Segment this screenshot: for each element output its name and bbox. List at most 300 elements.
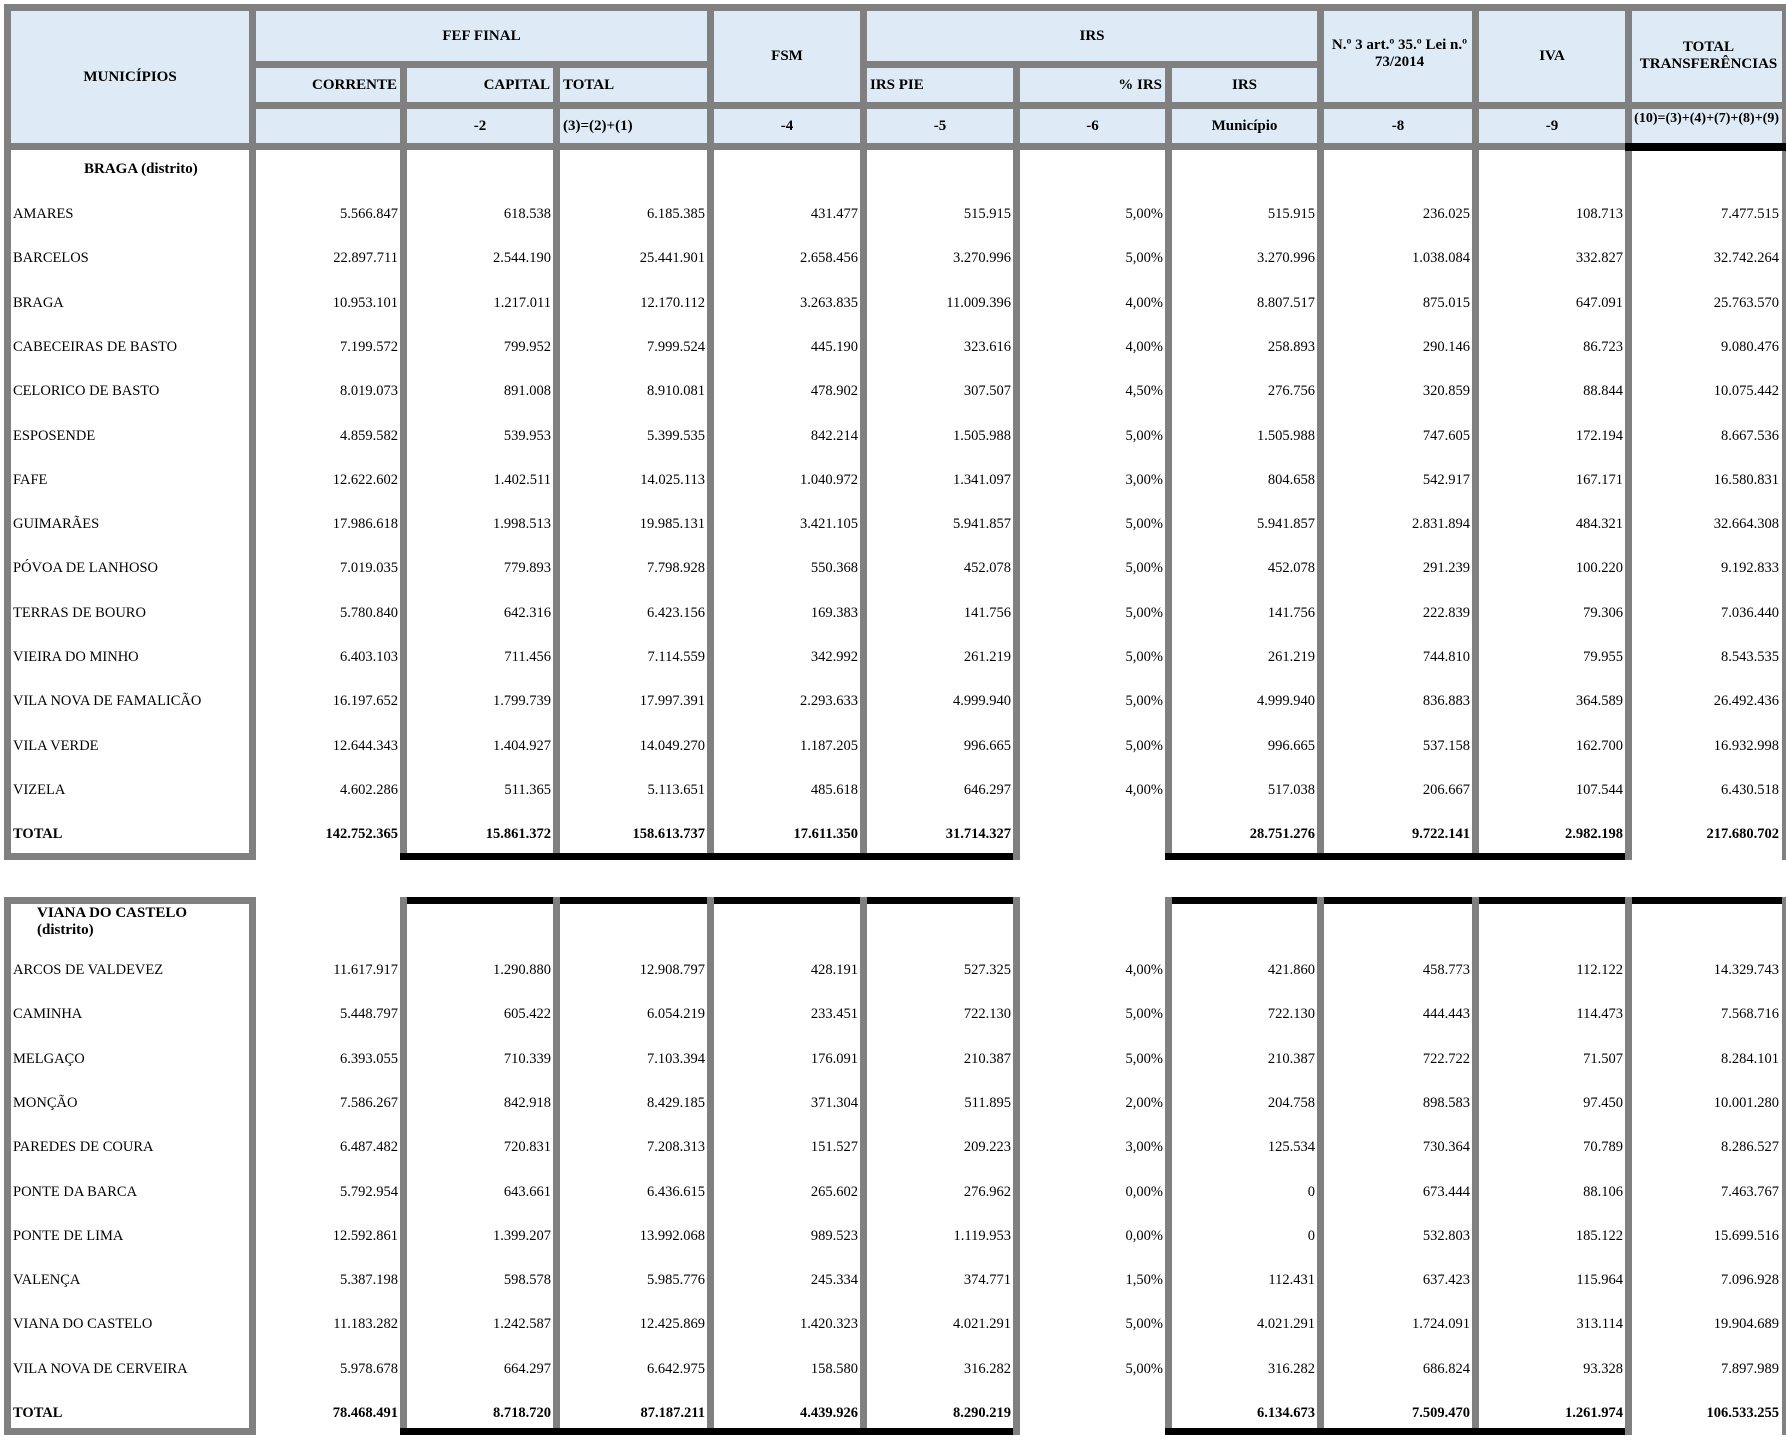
cell-total: 12.908.797 [639, 962, 705, 978]
cell-irs-municipio: 4.999.940 [1257, 693, 1315, 710]
cell-capital: 891.008 [503, 383, 551, 400]
cell-total-transferencias: 106.533.255 [1706, 1405, 1779, 1421]
cell-total-transferencias: 9.080.476 [1721, 338, 1779, 355]
cell-total: 6.185.385 [647, 206, 705, 222]
cell-municipio: FAFE [13, 471, 48, 488]
cell-municipio: TOTAL [13, 1405, 63, 1421]
header-divider [860, 61, 1317, 68]
grid-vline [1472, 4, 1479, 860]
cell-capital: 15.861.372 [485, 826, 551, 843]
cell-iva: 107.544 [1575, 781, 1623, 798]
cell-irs-pie: 515.915 [963, 206, 1011, 222]
cell-iva: 364.589 [1575, 693, 1623, 710]
cell-total: 87.187.211 [640, 1405, 705, 1421]
cell-municipio: VIZELA [13, 781, 66, 798]
cell-total-transferencias: 10.075.442 [1713, 383, 1779, 400]
cell-capital: 1.998.513 [493, 516, 551, 533]
grid-vline [553, 61, 560, 860]
cell-irs-pie: 8.290.219 [953, 1405, 1011, 1421]
cell-irs-pie: 261.219 [963, 649, 1011, 665]
cell-corrente: 5.780.840 [340, 604, 398, 621]
grid-vline [1165, 897, 1172, 1435]
cell-fsm: 989.523 [810, 1227, 858, 1244]
cell-municipio: PAREDES DE COURA [13, 1139, 154, 1156]
col-number-total: (3)=(2)+(1) [560, 109, 707, 143]
cell-irs-municipio: 28.751.276 [1249, 826, 1315, 843]
cell-irs-pie: 722.130 [963, 1006, 1011, 1023]
cell-corrente: 17.986.618 [332, 516, 398, 533]
col-number-lei: -8 [1324, 109, 1472, 143]
cell-corrente: 6.487.482 [340, 1139, 398, 1156]
cell-irs-municipio: 5.941.857 [1257, 516, 1315, 533]
cell-pct-irs: 5,00% [1125, 1050, 1163, 1067]
cell-irs-pie: 31.714.327 [945, 826, 1011, 843]
cell-iva: 71.507 [1583, 1050, 1623, 1067]
cell-municipio: VILA NOVA DE FAMALICÃO [13, 693, 202, 710]
cell-total: 19.985.131 [639, 516, 705, 533]
cell-pct-irs [1020, 1391, 1163, 1435]
col-number-iva: -9 [1479, 109, 1625, 143]
cell-municipio: ESPOSENDE [13, 427, 96, 444]
cell-iva: 79.306 [1583, 604, 1623, 621]
cell-pct-irs: 5,00% [1125, 693, 1163, 710]
cell-iva: 647.091 [1575, 294, 1623, 311]
cell-fsm: 151.527 [810, 1139, 858, 1156]
cell-irs-municipio: 261.219 [1267, 649, 1315, 665]
cell-pct-irs: 4,00% [1125, 294, 1163, 311]
cell-pct-irs: 4,50% [1125, 383, 1163, 400]
cell-irs-pie: 316.282 [963, 1360, 1011, 1377]
cell-municipio: VILA NOVA DE CERVEIRA [13, 1360, 188, 1377]
cell-corrente: 6.403.103 [340, 649, 398, 665]
cell-corrente: 5.978.678 [340, 1360, 398, 1377]
col-header-total: TOTAL [560, 68, 707, 102]
col-header-capital: CAPITAL [407, 68, 553, 102]
cell-irs-municipio: 722.130 [1267, 1006, 1315, 1023]
cell-pct-irs: 0,00% [1125, 1227, 1163, 1244]
grid-vline [553, 897, 560, 1435]
cell-corrente: 16.197.652 [332, 693, 398, 710]
cell-iva: 112.122 [1576, 962, 1623, 978]
cell-iva: 88.844 [1583, 383, 1623, 400]
cell-total-transferencias: 7.568.716 [1721, 1006, 1779, 1023]
cell-total-transferencias: 8.543.535 [1721, 649, 1779, 665]
grid-vline [1782, 897, 1786, 1435]
cell-capital: 720.831 [503, 1139, 551, 1156]
cell-municipio: CAMINHA [13, 1006, 83, 1023]
cell-total-transferencias: 217.680.702 [1706, 826, 1779, 843]
cell-total-transferencias: 7.463.767 [1721, 1183, 1779, 1200]
cell-irs-municipio: 3.270.996 [1257, 250, 1315, 267]
cell-capital: 511.365 [504, 781, 551, 798]
cell-fsm: 265.602 [810, 1183, 858, 1200]
cell-total-transferencias: 14.329.743 [1713, 962, 1779, 978]
col-header-fsm: FSM [714, 11, 860, 102]
cell-total: 7.999.524 [647, 338, 705, 355]
cell-lei: 637.423 [1422, 1272, 1470, 1289]
cell-municipio: TERRAS DE BOURO [13, 604, 146, 621]
cell-capital: 642.316 [503, 604, 551, 621]
cell-fsm: 342.992 [810, 649, 858, 665]
grid-vline [1625, 897, 1632, 1435]
cell-municipio: PONTE DE LIMA [13, 1227, 124, 1244]
cell-irs-pie: 210.387 [963, 1050, 1011, 1067]
grid-hline [4, 897, 253, 904]
cell-irs-municipio: 276.756 [1267, 383, 1315, 400]
cell-pct-irs: 5,00% [1125, 1006, 1163, 1023]
cell-pct-irs: 5,00% [1125, 737, 1163, 754]
cell-capital: 2.544.190 [493, 250, 551, 267]
cell-total: 7.103.394 [647, 1050, 705, 1067]
cell-municipio: CABECEIRAS DE BASTO [13, 338, 178, 355]
cell-irs-pie: 1.119.953 [953, 1227, 1011, 1244]
cell-corrente: 11.617.917 [333, 962, 398, 978]
cell-corrente: 12.622.602 [332, 471, 398, 488]
cell-irs-pie: 209.223 [963, 1139, 1011, 1156]
cell-total-transferencias: 9.192.833 [1721, 560, 1779, 577]
cell-total: 14.025.113 [640, 471, 705, 488]
cell-lei: 2.831.894 [1412, 516, 1470, 533]
cell-corrente: 12.644.343 [332, 737, 398, 754]
cell-lei: 458.773 [1422, 962, 1470, 978]
cell-iva: 2.982.198 [1565, 826, 1623, 843]
cell-corrente: 142.752.365 [325, 826, 398, 843]
cell-irs-municipio: 421.860 [1267, 962, 1315, 978]
cell-total: 8.429.185 [647, 1094, 705, 1111]
cell-fsm: 2.658.456 [800, 250, 858, 267]
cell-irs-municipio: 6.134.673 [1257, 1405, 1315, 1421]
cell-capital: 1.217.011 [493, 294, 551, 311]
cell-irs-pie: 11.009.396 [946, 294, 1011, 311]
col-header-irs: IRS [867, 11, 1317, 61]
cell-irs-municipio: 8.807.517 [1257, 294, 1315, 311]
cell-fsm: 245.334 [810, 1272, 858, 1289]
cell-irs-pie: 276.962 [963, 1183, 1011, 1200]
cell-lei: 1.724.091 [1412, 1316, 1470, 1333]
cell-iva: 86.723 [1583, 338, 1623, 355]
cell-capital: 799.952 [503, 338, 551, 355]
cell-irs-municipio: 204.758 [1267, 1094, 1315, 1111]
cell-total: 5.113.651 [647, 781, 705, 798]
cell-total-transferencias: 16.580.831 [1713, 471, 1779, 488]
cell-lei: 9.722.141 [1412, 826, 1470, 843]
cell-corrente: 8.019.073 [340, 383, 398, 400]
cell-lei: 722.722 [1422, 1050, 1470, 1067]
cell-irs-pie: 1.341.097 [953, 471, 1011, 488]
cell-municipio: VALENÇA [13, 1272, 81, 1289]
cell-total-transferencias: 19.904.689 [1713, 1316, 1779, 1333]
cell-irs-pie: 323.616 [963, 338, 1011, 355]
col-header-irs-municipio-bottom: Município [1172, 109, 1317, 143]
col-header-corrente: CORRENTE [256, 68, 400, 102]
cell-total-transferencias: 32.742.264 [1713, 250, 1779, 267]
grid-thick-line [1625, 143, 1786, 151]
cell-capital: 1.402.511 [493, 471, 551, 488]
cell-iva: 332.827 [1575, 250, 1623, 267]
col-number-irs-pie: -5 [867, 109, 1013, 143]
cell-total-transferencias: 16.932.998 [1713, 737, 1779, 754]
cell-pct-irs: 5,00% [1125, 427, 1163, 444]
cell-capital: 1.399.207 [493, 1227, 551, 1244]
cell-irs-pie: 452.078 [963, 560, 1011, 577]
cell-irs-municipio: 258.893 [1267, 338, 1315, 355]
cell-pct-irs: 5,00% [1125, 604, 1163, 621]
cell-capital: 1.799.739 [493, 693, 551, 710]
cell-total: 12.425.869 [639, 1316, 705, 1333]
cell-lei: 898.583 [1422, 1094, 1470, 1111]
cell-lei: 236.025 [1422, 206, 1470, 222]
cell-lei: 291.239 [1422, 560, 1470, 577]
header-divider [249, 61, 707, 68]
cell-pct-irs: 5,00% [1125, 250, 1163, 267]
cell-fsm: 428.191 [810, 962, 858, 978]
grid-vline [1625, 4, 1632, 860]
cell-iva: 88.106 [1583, 1183, 1623, 1200]
cell-total: 7.798.928 [647, 560, 705, 577]
cell-total: 6.436.615 [647, 1183, 705, 1200]
grid-vline [1013, 897, 1020, 1435]
cell-total-transferencias: 15.699.516 [1713, 1227, 1779, 1244]
col-header-iva: IVA [1479, 11, 1625, 102]
cell-fsm: 17.611.350 [793, 826, 858, 843]
cell-fsm: 485.618 [810, 781, 858, 798]
cell-corrente: 7.586.267 [340, 1094, 398, 1111]
cell-fsm: 3.421.105 [800, 516, 858, 533]
grid-vline [1782, 4, 1786, 860]
cell-corrente: 4.602.286 [340, 781, 398, 798]
cell-irs-municipio: 996.665 [1267, 737, 1315, 754]
cell-iva: 97.450 [1583, 1094, 1623, 1111]
cell-iva: 484.321 [1575, 516, 1623, 533]
cell-municipio: VIEIRA DO MINHO [13, 649, 139, 665]
cell-iva: 167.171 [1575, 471, 1623, 488]
cell-total: 6.054.219 [647, 1006, 705, 1023]
cell-capital: 1.290.880 [493, 962, 551, 978]
cell-total-transferencias: 26.492.436 [1713, 693, 1779, 710]
col-number-pct-irs: -6 [1020, 109, 1165, 143]
cell-fsm: 158.580 [810, 1360, 858, 1377]
cell-capital: 605.422 [503, 1006, 551, 1023]
cell-fsm: 478.902 [810, 383, 858, 400]
col-header-municipios: MUNICÍPIOS [11, 11, 249, 143]
cell-municipio: BARCELOS [13, 250, 89, 267]
cell-pct-irs: 4,00% [1125, 962, 1163, 978]
cell-irs-pie: 996.665 [963, 737, 1011, 754]
cell-irs-municipio: 112.431 [1268, 1272, 1315, 1289]
cell-irs-municipio: 0 [1307, 1183, 1315, 1200]
cell-total: 8.910.081 [647, 383, 705, 400]
cell-lei: 222.839 [1422, 604, 1470, 621]
col-header-irs-pie: IRS PIE [867, 68, 1013, 102]
cell-irs-municipio: 1.505.988 [1257, 427, 1315, 444]
cell-fsm: 1.187.205 [800, 737, 858, 754]
cell-iva: 108.713 [1575, 206, 1623, 222]
cell-corrente: 5.448.797 [340, 1006, 398, 1023]
cell-irs-pie: 3.270.996 [953, 250, 1011, 267]
cell-iva: 93.328 [1583, 1360, 1623, 1377]
grid-vline [4, 4, 11, 860]
cell-irs-municipio: 0 [1307, 1227, 1315, 1244]
cell-lei: 444.443 [1422, 1006, 1470, 1023]
cell-irs-municipio: 515.915 [1267, 206, 1315, 222]
cell-municipio: CELORICO DE BASTO [13, 383, 160, 400]
cell-municipio: ARCOS DE VALDEVEZ [13, 962, 164, 978]
grid-vline [400, 61, 407, 143]
cell-municipio: VIANA DO CASTELO [13, 1316, 153, 1333]
col-number-fsm: -4 [714, 109, 860, 143]
cell-municipio: MELGAÇO [13, 1050, 85, 1067]
cell-lei: 532.803 [1422, 1227, 1470, 1244]
cell-lei: 537.158 [1422, 737, 1470, 754]
grid-vline [707, 4, 714, 860]
cell-irs-pie: 4.999.940 [953, 693, 1011, 710]
cell-total-transferencias: 8.284.101 [1721, 1050, 1779, 1067]
cell-total-transferencias: 6.430.518 [1721, 781, 1779, 798]
cell-capital: 1.404.927 [493, 737, 551, 754]
cell-municipio: PONTE DA BARCA [13, 1183, 138, 1200]
cell-lei: 836.883 [1422, 693, 1470, 710]
header-bottom-border [4, 143, 1782, 150]
cell-total: 6.642.975 [647, 1360, 705, 1377]
cell-lei: 320.859 [1422, 383, 1470, 400]
cell-fsm: 1.040.972 [800, 471, 858, 488]
cell-capital: 643.661 [503, 1183, 551, 1200]
grid-vline [400, 143, 407, 860]
cell-corrente: 5.387.198 [340, 1272, 398, 1289]
cell-irs-pie: 141.756 [963, 604, 1011, 621]
cell-pct-irs: 5,00% [1125, 516, 1163, 533]
cell-iva: 70.789 [1583, 1139, 1623, 1156]
cell-lei: 673.444 [1422, 1183, 1470, 1200]
cell-fsm: 3.263.835 [800, 294, 858, 311]
cell-corrente: 78.468.491 [332, 1405, 398, 1421]
grid-vline [860, 4, 867, 860]
cell-pct-irs: 5,00% [1125, 560, 1163, 577]
col-number-total-transferencias: (10)=(3)+(4)+(7)+(8)+(9) [1632, 109, 1782, 143]
cell-irs-pie: 5.941.857 [953, 516, 1011, 533]
section-title-braga: BRAGA (distrito) [84, 161, 198, 177]
cell-total: 5.399.535 [647, 427, 705, 444]
cell-total-transferencias: 7.096.928 [1721, 1272, 1779, 1289]
cell-pct-irs: 3,00% [1125, 1139, 1163, 1156]
cell-irs-municipio: 452.078 [1267, 560, 1315, 577]
cell-pct-irs: 4,00% [1125, 338, 1163, 355]
cell-iva: 1.261.974 [1565, 1405, 1623, 1421]
cell-capital: 618.538 [503, 206, 551, 222]
cell-pct-irs: 5,00% [1125, 206, 1163, 222]
cell-municipio: TOTAL [13, 826, 63, 843]
col-number-capital: -2 [407, 109, 553, 143]
cell-total: 7.114.559 [647, 649, 705, 665]
cell-irs-municipio: 210.387 [1267, 1050, 1315, 1067]
cell-pct-irs: 3,00% [1125, 471, 1163, 488]
col-header-lei: N.º 3 art.º 35.º Lei n.º 73/2014 [1324, 11, 1472, 102]
cell-total: 14.049.270 [639, 737, 705, 754]
cell-total-transferencias: 32.664.308 [1713, 516, 1779, 533]
cell-iva: 115.964 [1576, 1272, 1623, 1289]
cell-fsm: 842.214 [810, 427, 858, 444]
cell-municipio: VILA VERDE [13, 737, 99, 754]
cell-irs-pie: 307.507 [963, 383, 1011, 400]
col-header-irs-municipio-top: IRS [1172, 68, 1317, 102]
cell-fsm: 1.420.323 [800, 1316, 858, 1333]
header-top-border [4, 4, 1782, 11]
grid-vline [400, 897, 407, 1435]
cell-pct-irs: 0,00% [1125, 1183, 1163, 1200]
cell-capital: 598.578 [503, 1272, 551, 1289]
cell-corrente: 5.792.954 [340, 1183, 398, 1200]
cell-total: 13.992.068 [639, 1227, 705, 1244]
cell-pct-irs: 5,00% [1125, 649, 1163, 665]
cell-municipio: PÓVOA DE LANHOSO [13, 560, 159, 577]
cell-total-transferencias: 8.286.527 [1721, 1139, 1779, 1156]
cell-total-transferencias: 8.667.536 [1721, 427, 1779, 444]
cell-lei: 686.824 [1422, 1360, 1470, 1377]
col-header-fef-final: FEF FINAL [256, 11, 707, 61]
cell-fsm: 176.091 [810, 1050, 858, 1067]
cell-capital: 539.953 [503, 427, 551, 444]
cell-lei: 744.810 [1422, 649, 1470, 665]
cell-iva: 162.700 [1575, 737, 1623, 754]
cell-total: 5.985.776 [647, 1272, 705, 1289]
cell-iva: 114.473 [1576, 1006, 1623, 1023]
cell-irs-municipio: 125.534 [1267, 1139, 1315, 1156]
cell-capital: 711.456 [504, 649, 551, 665]
cell-capital: 8.718.720 [493, 1405, 551, 1421]
cell-iva: 172.194 [1575, 427, 1623, 444]
cell-corrente: 11.183.282 [333, 1316, 398, 1333]
cell-irs-municipio: 141.756 [1267, 604, 1315, 621]
grid-vline [1317, 4, 1324, 860]
cell-fsm: 371.304 [810, 1094, 858, 1111]
cell-lei: 206.667 [1422, 781, 1470, 798]
grid-vline [249, 897, 256, 1435]
cell-irs-pie: 527.325 [963, 962, 1011, 978]
cell-fsm: 431.477 [810, 206, 858, 222]
cell-municipio: AMARES [13, 206, 74, 222]
cell-municipio: BRAGA [13, 294, 64, 311]
cell-corrente: 12.592.861 [332, 1227, 398, 1244]
cell-total-transferencias: 7.036.440 [1721, 604, 1779, 621]
cell-capital: 1.242.587 [493, 1316, 551, 1333]
cell-iva: 100.220 [1575, 560, 1623, 577]
cell-capital: 779.893 [503, 560, 551, 577]
grid-vline [249, 4, 256, 860]
cell-corrente: 5.566.847 [340, 206, 398, 222]
cell-corrente: 7.019.035 [340, 560, 398, 577]
cell-irs-pie: 374.771 [963, 1272, 1011, 1289]
grid-vline [4, 897, 11, 1435]
grid-vline [1013, 61, 1020, 860]
cell-capital: 664.297 [503, 1360, 551, 1377]
cell-irs-pie: 4.021.291 [953, 1316, 1011, 1333]
cell-capital: 710.339 [503, 1050, 551, 1067]
cell-total: 7.208.313 [647, 1139, 705, 1156]
cell-irs-municipio: 517.038 [1267, 781, 1315, 798]
cell-municipio: MONÇÃO [13, 1094, 78, 1111]
cell-fsm: 4.439.926 [800, 1405, 858, 1421]
col-header-total-transferencias: TOTAL TRANSFERÊNCIAS [1632, 11, 1782, 102]
cell-total-transferencias: 10.001.280 [1713, 1094, 1779, 1111]
col-header-pct-irs: % IRS [1020, 68, 1165, 102]
cell-municipio: GUIMARÃES [13, 516, 100, 533]
cell-fsm: 233.451 [810, 1006, 858, 1023]
cell-total: 158.613.737 [632, 826, 705, 843]
col-number-corrente [256, 109, 400, 143]
cell-lei: 7.509.470 [1412, 1405, 1470, 1421]
cell-corrente: 6.393.055 [340, 1050, 398, 1067]
cell-irs-pie: 511.895 [964, 1094, 1011, 1111]
